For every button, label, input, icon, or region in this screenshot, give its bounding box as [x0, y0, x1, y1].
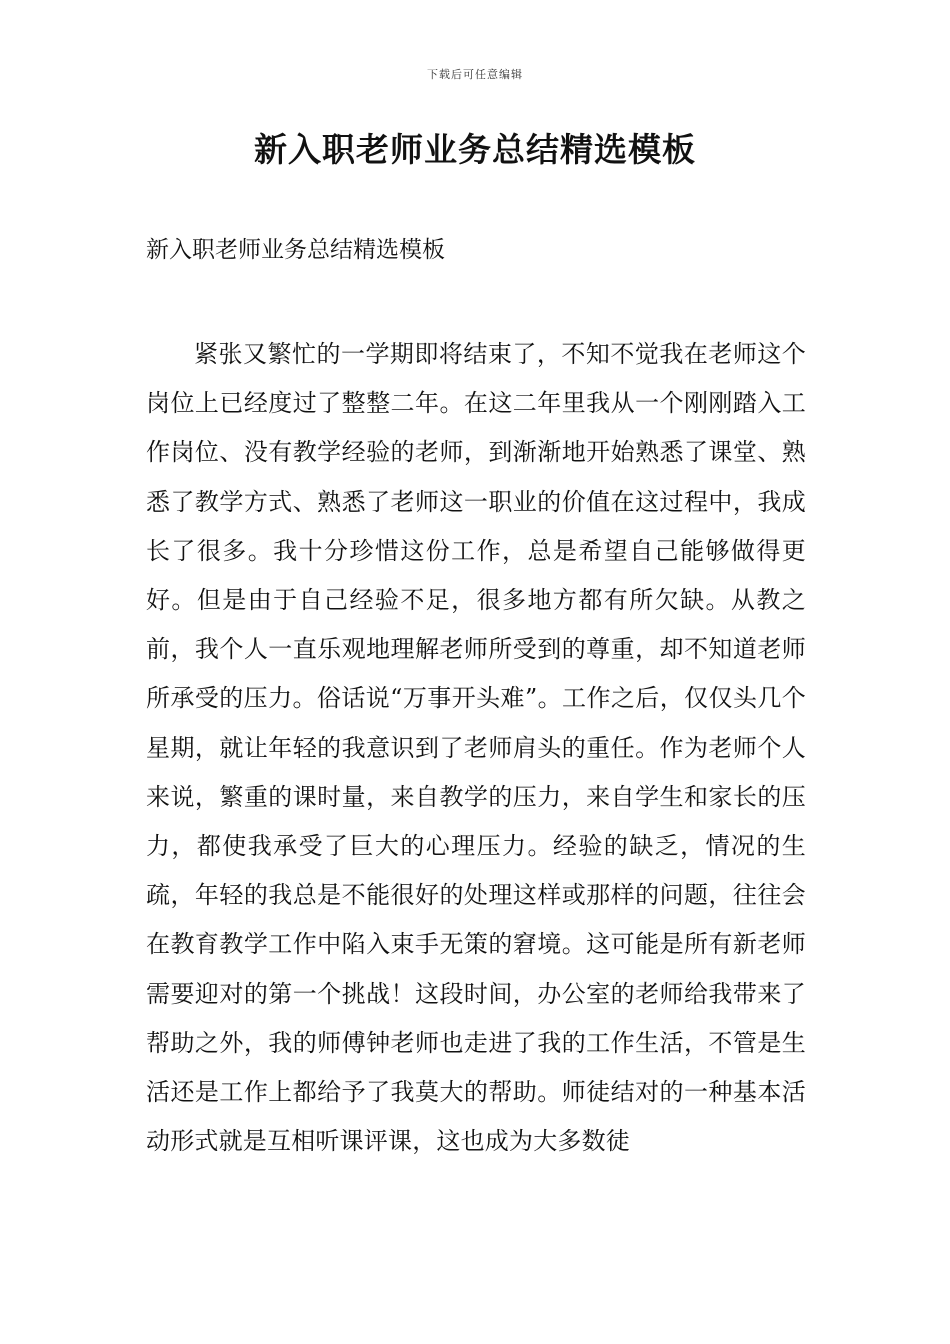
body-paragraph: 紧张又繁忙的一学期即将结束了，不知不觉我在老师这个岗位上已经度过了整整二年。在这二年里我从一个刚刚踏入工作岗位、没有教学经验的老师，到渐渐地开始熟悉了课堂、熟悉了教学方式、熟悉了老师这一职业的价值在这过程中，我成长了很多。我十分珍惜这份工作，总是希望自己能够做得更好。但是由于自己经验不足，很多地方都有所欠缺。从教之前，我个人一直乐观地理解老师所受到的尊重，却不知道老师所承受的压力。俗话说“万事开头难”。工作之后，仅仅头几个星期，就让年轻的我意识到了老师肩头的重任。作为老师个人来说，繁重的课时量，来自教学的压力，来自学生和家长的压力，都使我承受了巨大的心理压力。经验的缺乏，情况的生疏，年轻的我总是不能很好的处理这样或那样的问题，往往会在教育教学工作中陷入束手无策的窘境。这可能是所有新老师需要迎对的第一个挑战！这段时间，办公室的老师给我带来了帮助之外，我的师傅钟老师也走进了我的工作生活，不管是生活还是工作上都给予了我莫大的帮助。师徒结对的一种基本活动形式就是互相听课评课，这也成为大多数徒 [146, 340, 806, 1156]
document-subtitle: 新入职老师业务总结精选模板 [146, 237, 445, 263]
header-note: 下载后可任意编辑 [427, 68, 523, 81]
document-title: 新入职老师业务总结精选模板 [254, 130, 696, 169]
